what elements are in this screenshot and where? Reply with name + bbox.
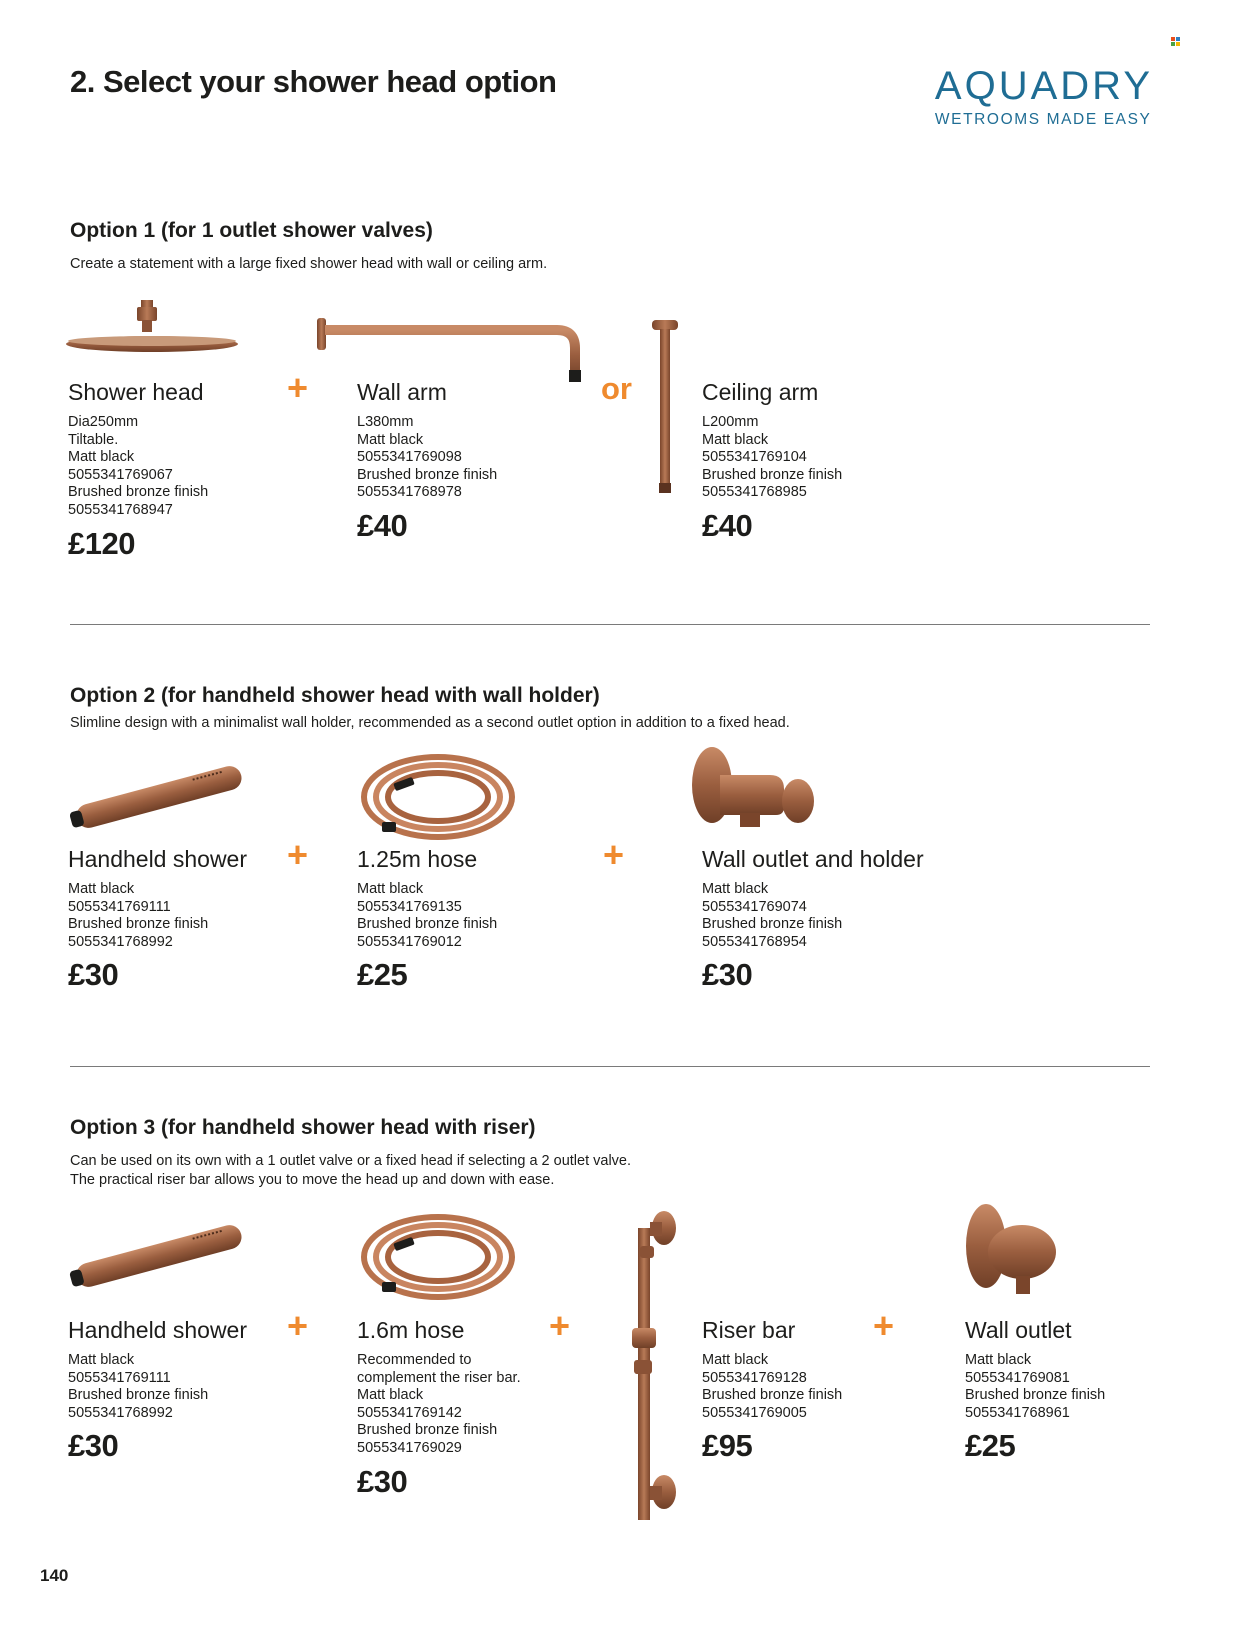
ceiling-arm-icon (652, 320, 682, 495)
product-spec: Brushed bronze finish (357, 1422, 498, 1439)
product-price: £25 (965, 1428, 1016, 1464)
product-card-handheld-shower (68, 1319, 247, 1464)
product-sku: 5055341769012 (357, 933, 462, 950)
product-sku: 5055341768954 (702, 933, 807, 950)
product-spec: Brushed bronze finish (357, 916, 498, 933)
product-sku: 5055341769081 (965, 1369, 1070, 1386)
product-sku: 5055341769104 (702, 449, 807, 466)
hose-icon (360, 752, 515, 842)
product-card-wall-arm (357, 381, 497, 544)
section-divider (70, 1066, 1150, 1067)
product-spec: Brushed bronze finish (68, 484, 209, 501)
wall-outlet-holder-icon (690, 745, 820, 835)
product-sku: 5055341769005 (702, 1404, 807, 1421)
product-sku: 5055341768985 (702, 484, 807, 501)
product-spec: Brushed bronze finish (702, 1387, 843, 1404)
wall-outlet-icon (964, 1202, 1059, 1297)
plus-connector: + (287, 367, 309, 408)
product-card-125m-hose (357, 848, 497, 993)
product-name: Shower head (68, 379, 204, 405)
product-spec: Matt black (702, 881, 769, 897)
option3-description-line2: The practical riser bar allows you to move the head up and down with ease. (70, 1172, 555, 1188)
product-price: £30 (68, 1428, 119, 1464)
product-sku: 5055341769142 (357, 1404, 462, 1421)
product-spec: complement the riser bar. (357, 1369, 521, 1386)
section-divider (70, 624, 1150, 625)
product-name: Riser bar (702, 1317, 796, 1343)
hose-icon (360, 1212, 515, 1302)
option1-title: Option 1 (for 1 outlet shower valves) (70, 219, 433, 242)
product-card-wall-outlet (965, 1319, 1105, 1464)
product-sku: 5055341768992 (68, 1404, 173, 1421)
product-card-ceiling-arm (702, 381, 842, 544)
page-number: 140 (40, 1566, 69, 1585)
brand-tagline: WETROOMS MADE EASY (934, 111, 1152, 128)
page-title: 2. Select your shower head option (70, 64, 557, 99)
plus-connector: + (287, 1305, 309, 1346)
product-name: Wall arm (357, 379, 447, 405)
option3-description-line1: Can be used on its own with a 1 outlet valve or a fixed head if selecting a 2 outlet valve. (70, 1153, 632, 1169)
riser-bar-icon (632, 1210, 692, 1525)
plus-connector: + (873, 1305, 895, 1346)
product-price: £25 (357, 957, 408, 993)
product-sku: 5055341769111 (68, 1369, 171, 1386)
product-sku: 5055341769074 (702, 898, 807, 915)
product-spec: L200mm (702, 414, 759, 430)
handheld-shower-icon (68, 765, 250, 830)
product-spec: Brushed bronze finish (357, 466, 498, 483)
option1-description: Create a statement with a large fixed shower head with wall or ceiling arm. (70, 256, 548, 272)
option2-description: Slimline design with a minimalist wall holder, recommended as a second outlet option in addition to a fixed head. (70, 715, 790, 731)
product-price: £30 (357, 1463, 408, 1499)
handheld-shower-icon (68, 1224, 250, 1289)
plus-connector: + (549, 1305, 571, 1346)
product-sku: 5055341769098 (357, 449, 462, 466)
product-sku: 5055341769128 (702, 1369, 807, 1386)
product-name: Handheld shower (68, 846, 248, 872)
product-price: £40 (357, 507, 408, 543)
product-sku: 5055341769111 (68, 898, 171, 915)
product-spec: Brushed bronze finish (702, 916, 843, 933)
product-price: £30 (702, 957, 753, 993)
product-spec: Matt black (357, 881, 424, 897)
product-spec: Brushed bronze finish (965, 1387, 1106, 1404)
product-sku: 5055341769029 (357, 1439, 462, 1456)
product-spec: Brushed bronze finish (702, 466, 843, 483)
product-spec: Matt black (357, 1387, 424, 1404)
product-price: £95 (702, 1428, 753, 1464)
product-name: Ceiling arm (702, 379, 819, 405)
product-name: Handheld shower (68, 1317, 248, 1343)
brand-logo (935, 66, 1153, 129)
option2-title: Option 2 (for handheld shower head with wall holder) (70, 684, 600, 707)
product-sku: 5055341768992 (68, 933, 173, 950)
product-name: Wall outlet (965, 1317, 1072, 1343)
product-spec: Tiltable. (68, 431, 119, 448)
plus-connector: + (603, 834, 625, 875)
corner-mark-icon (1171, 33, 1180, 42)
wall-arm-icon (317, 318, 587, 382)
product-spec: Dia250mm (68, 414, 139, 430)
product-sku: 5055341768961 (965, 1404, 1070, 1421)
product-name: Wall outlet and holder (702, 846, 924, 872)
product-sku: 5055341769067 (68, 466, 173, 483)
product-card-handheld-shower (68, 848, 247, 993)
product-spec: Matt black (702, 431, 769, 448)
product-name: 1.25m hose (357, 846, 478, 872)
product-sku: 5055341768978 (357, 484, 462, 501)
product-spec: Matt black (702, 1352, 769, 1368)
product-spec: Matt black (68, 1352, 135, 1368)
fixed-shower-head-icon (65, 300, 240, 355)
product-card-16m-hose (357, 1319, 521, 1500)
product-spec: Brushed bronze finish (68, 1387, 209, 1404)
product-card-riser-bar (702, 1319, 842, 1464)
product-card-wall-outlet-holder (702, 848, 924, 993)
product-price: £30 (68, 957, 119, 993)
product-name: 1.6m hose (357, 1317, 465, 1343)
product-spec: Matt black (965, 1352, 1032, 1368)
product-spec: Matt black (68, 881, 135, 897)
product-sku: 5055341768947 (68, 501, 173, 518)
product-spec: Recommended to (357, 1352, 472, 1368)
brand-name: AQUADRY (934, 64, 1153, 108)
product-spec: Matt black (357, 431, 424, 448)
plus-connector: + (287, 834, 309, 875)
product-price: £40 (702, 507, 753, 543)
or-connector: or (601, 371, 632, 406)
product-sku: 5055341769135 (357, 898, 462, 915)
product-spec: Matt black (68, 449, 135, 466)
product-price: £120 (68, 525, 135, 561)
product-spec: Brushed bronze finish (68, 916, 209, 933)
product-card-shower-head (68, 381, 208, 562)
option3-title: Option 3 (for handheld shower head with riser) (70, 1116, 536, 1139)
product-spec: L380mm (357, 414, 414, 430)
